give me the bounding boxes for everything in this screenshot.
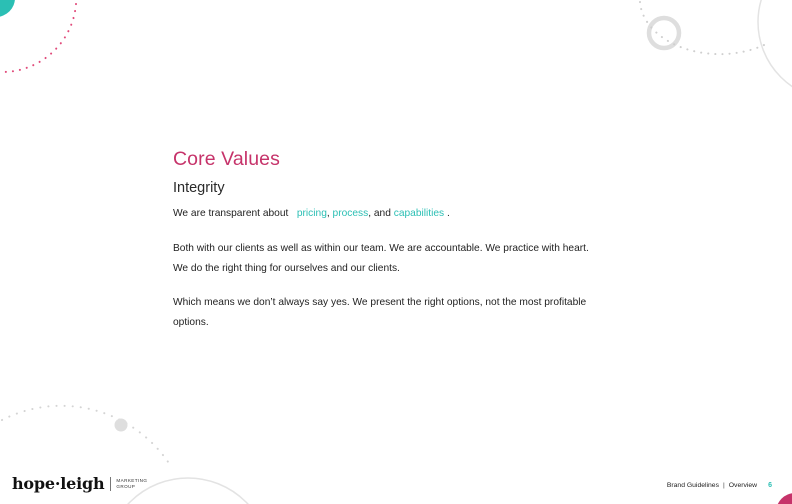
intro-paragraph bbox=[173, 204, 593, 224]
gray-dotted-arc-top bbox=[640, 2, 770, 54]
gray-dotted-arc-bottom bbox=[2, 406, 172, 468]
intro-separator: , bbox=[326, 208, 330, 219]
logo-wordmark: hope·leigh bbox=[12, 474, 105, 493]
footer-subsection: Overview bbox=[728, 482, 758, 489]
logo-divider bbox=[110, 477, 111, 491]
logo-subtext-line2: GROUP bbox=[116, 483, 136, 489]
footer-section: Brand Guidelines bbox=[666, 482, 719, 489]
pink-dotted-arc bbox=[2, 4, 76, 72]
logo-subtext-line1: MARKETING bbox=[116, 478, 148, 484]
intro-period: . bbox=[446, 208, 450, 219]
footer-divider: | bbox=[723, 482, 725, 489]
page-footer bbox=[667, 482, 772, 489]
page-title: Core Values bbox=[173, 148, 280, 170]
page-number: 6 bbox=[768, 482, 772, 489]
gray-dot-decoration bbox=[115, 419, 128, 432]
pricing-link[interactable]: pricing bbox=[296, 208, 327, 219]
gray-ring-decoration bbox=[649, 18, 679, 48]
pink-circle-decoration bbox=[776, 493, 792, 504]
section-subtitle: Integrity bbox=[173, 180, 225, 196]
intro-separator: , and bbox=[368, 208, 391, 219]
body-paragraph-options: Which means we don’t always say yes. We present the right options, not the most profitable options. bbox=[173, 297, 587, 328]
large-outline-circle bbox=[758, 0, 792, 100]
intro-text: We are transparent about bbox=[173, 208, 289, 219]
teal-circle-decoration bbox=[0, 0, 15, 17]
body-paragraph-accountability: Both with our clients as well as within our team. We are accountable. We practice with heart. We do the right thing for ourselves and our clients. bbox=[173, 243, 589, 274]
logo-subtext bbox=[116, 478, 147, 488]
company-logo bbox=[12, 474, 147, 493]
capabilities-link[interactable]: capabilities bbox=[393, 208, 445, 219]
process-link[interactable]: process bbox=[332, 208, 369, 219]
